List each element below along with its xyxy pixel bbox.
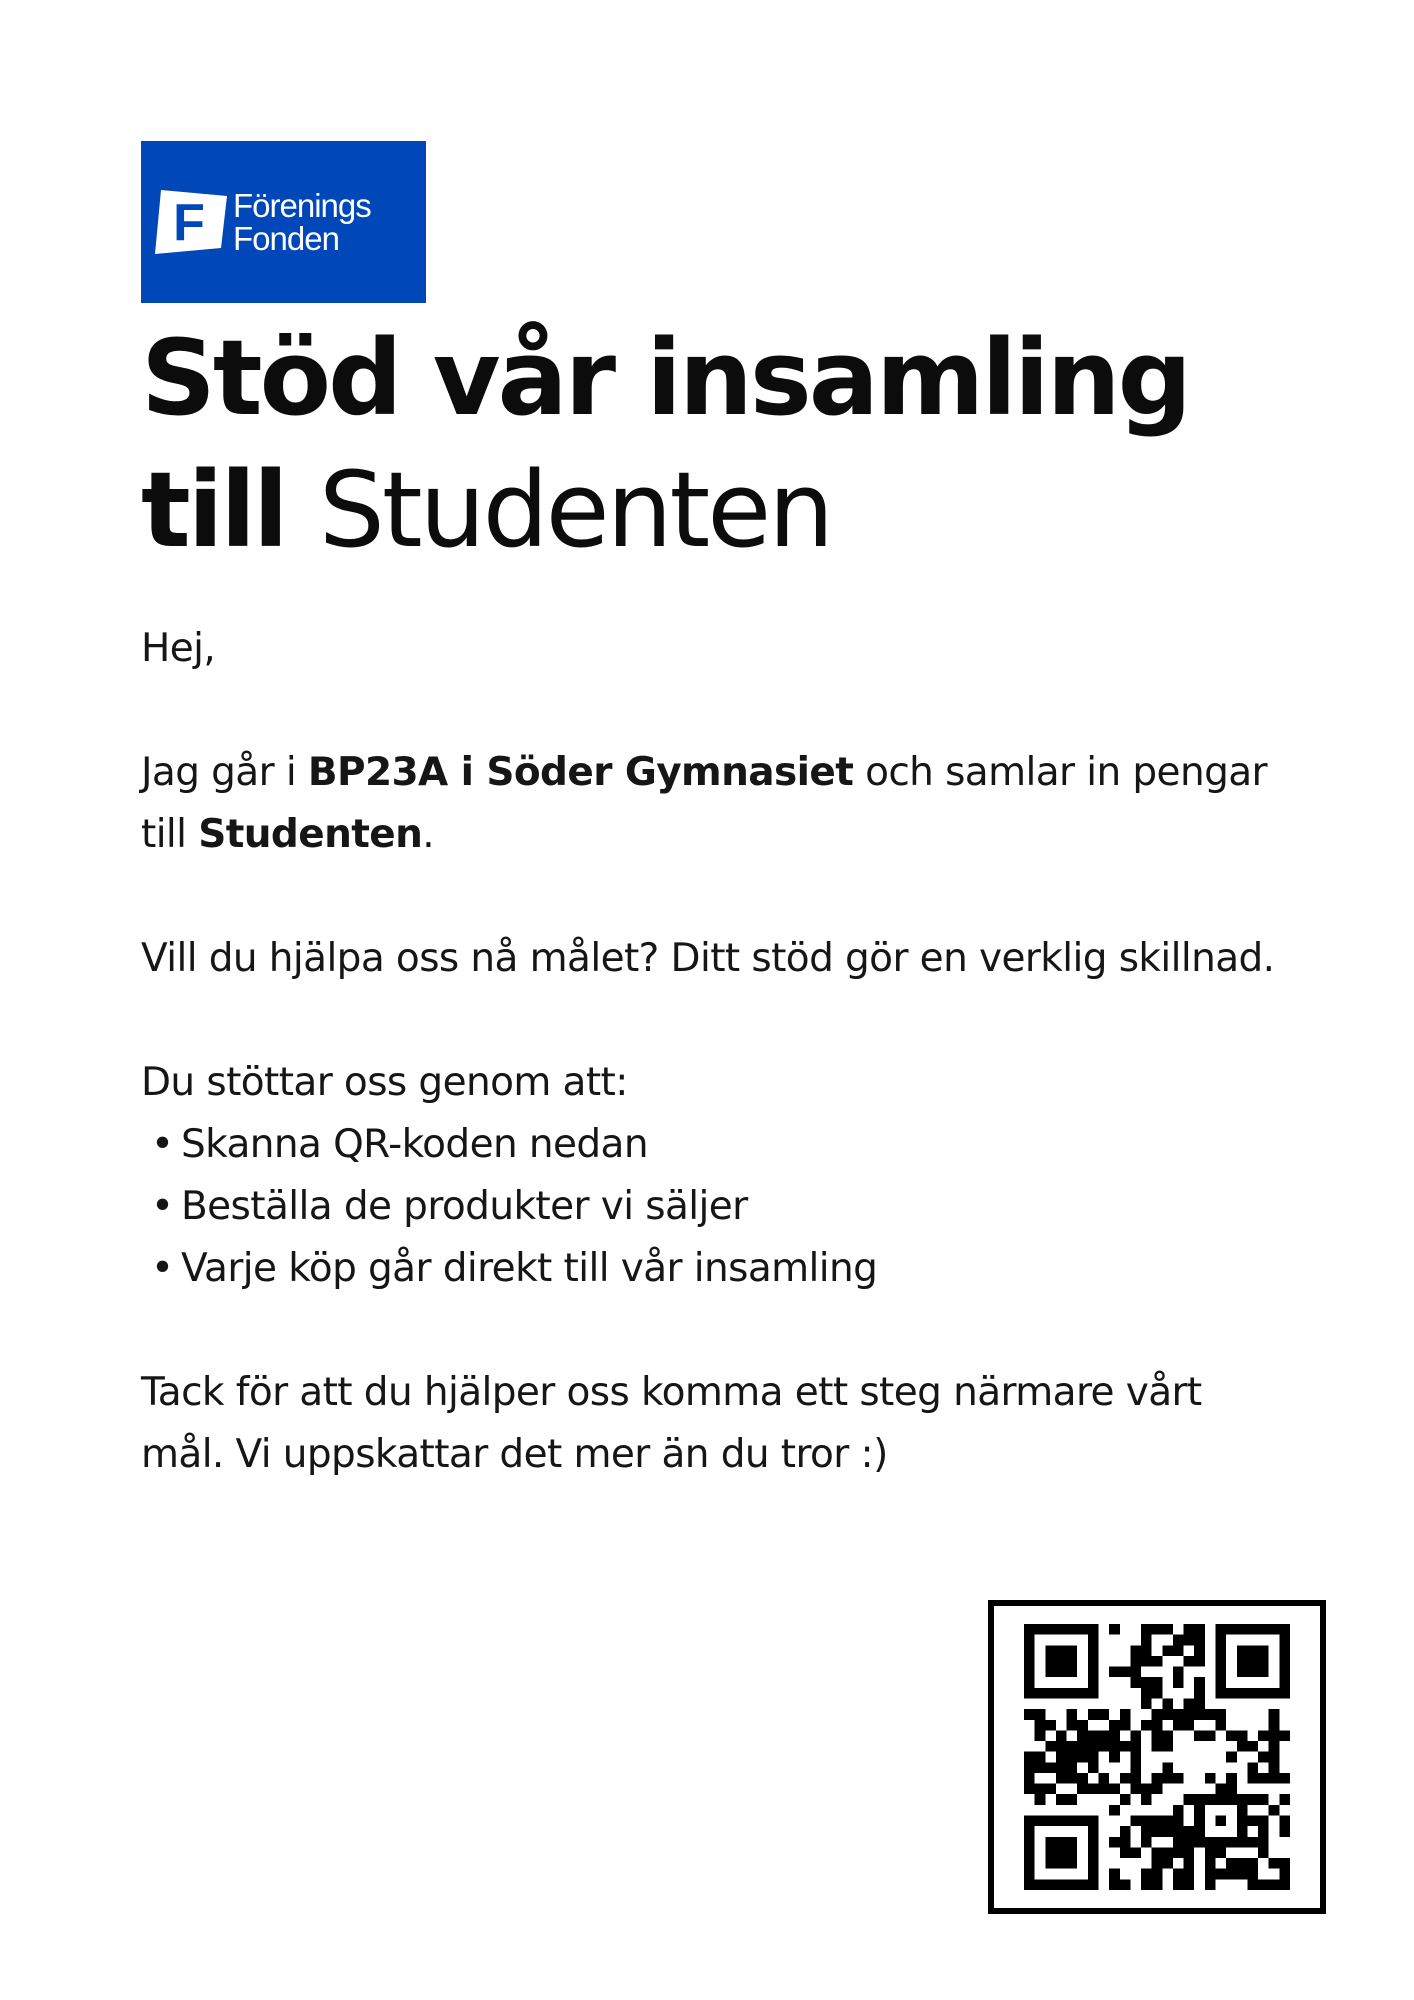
- body-text: [141, 618, 1291, 1548]
- support-intro: Du stöttar oss genom att:: [141, 1060, 628, 1105]
- logo-line-1: Förenings: [233, 187, 371, 224]
- intro-text-3: .: [422, 812, 435, 857]
- forenings-fonden-logo: [141, 141, 426, 303]
- svg-text:F: F: [173, 194, 205, 252]
- paragraph-thanks: Tack för att du hjälper oss komma ett steg närmare vårt mål. Vi uppskattar det mer än du tror :): [141, 1370, 1202, 1477]
- bullet-icon: •: [151, 1184, 174, 1229]
- paragraph-intro: [141, 742, 1291, 866]
- class-school-name: BP23A i Söder Gymnasiet: [307, 750, 854, 795]
- logo-line-2: Fonden: [233, 220, 339, 257]
- page-headline: [141, 312, 1291, 576]
- bullet-icon: •: [151, 1122, 174, 1167]
- paragraph-ask: Vill du hjälpa oss nå målet? Ditt stöd gör en verklig skillnad.: [141, 936, 1275, 981]
- headline-line-1: Stöd vår insamling: [141, 317, 1190, 439]
- support-list: [141, 1114, 1291, 1300]
- list-item: [141, 1238, 1291, 1300]
- forenings-fonden-f-icon: [151, 182, 231, 262]
- list-item: [141, 1114, 1291, 1176]
- intro-text-2: och samlar in pengar till: [141, 750, 1267, 857]
- intro-text-1: Jag går i: [141, 750, 308, 795]
- list-item: [141, 1176, 1291, 1238]
- headline-line-2-light: Studenten: [318, 449, 832, 571]
- list-item-text: Varje köp går direkt till vår insamling: [181, 1246, 878, 1291]
- greeting: Hej,: [141, 626, 216, 671]
- bullet-icon: •: [151, 1246, 174, 1291]
- list-item-text: Skanna QR-koden nedan: [181, 1122, 648, 1167]
- list-item-text: Beställa de produkter vi säljer: [181, 1184, 748, 1229]
- headline-line-2-bold: till: [141, 449, 286, 571]
- qr-code-icon: [1018, 1624, 1296, 1890]
- logo-wordmark: [233, 189, 371, 255]
- qr-code[interactable]: [988, 1600, 1326, 1914]
- cause-name: Studenten: [198, 812, 423, 857]
